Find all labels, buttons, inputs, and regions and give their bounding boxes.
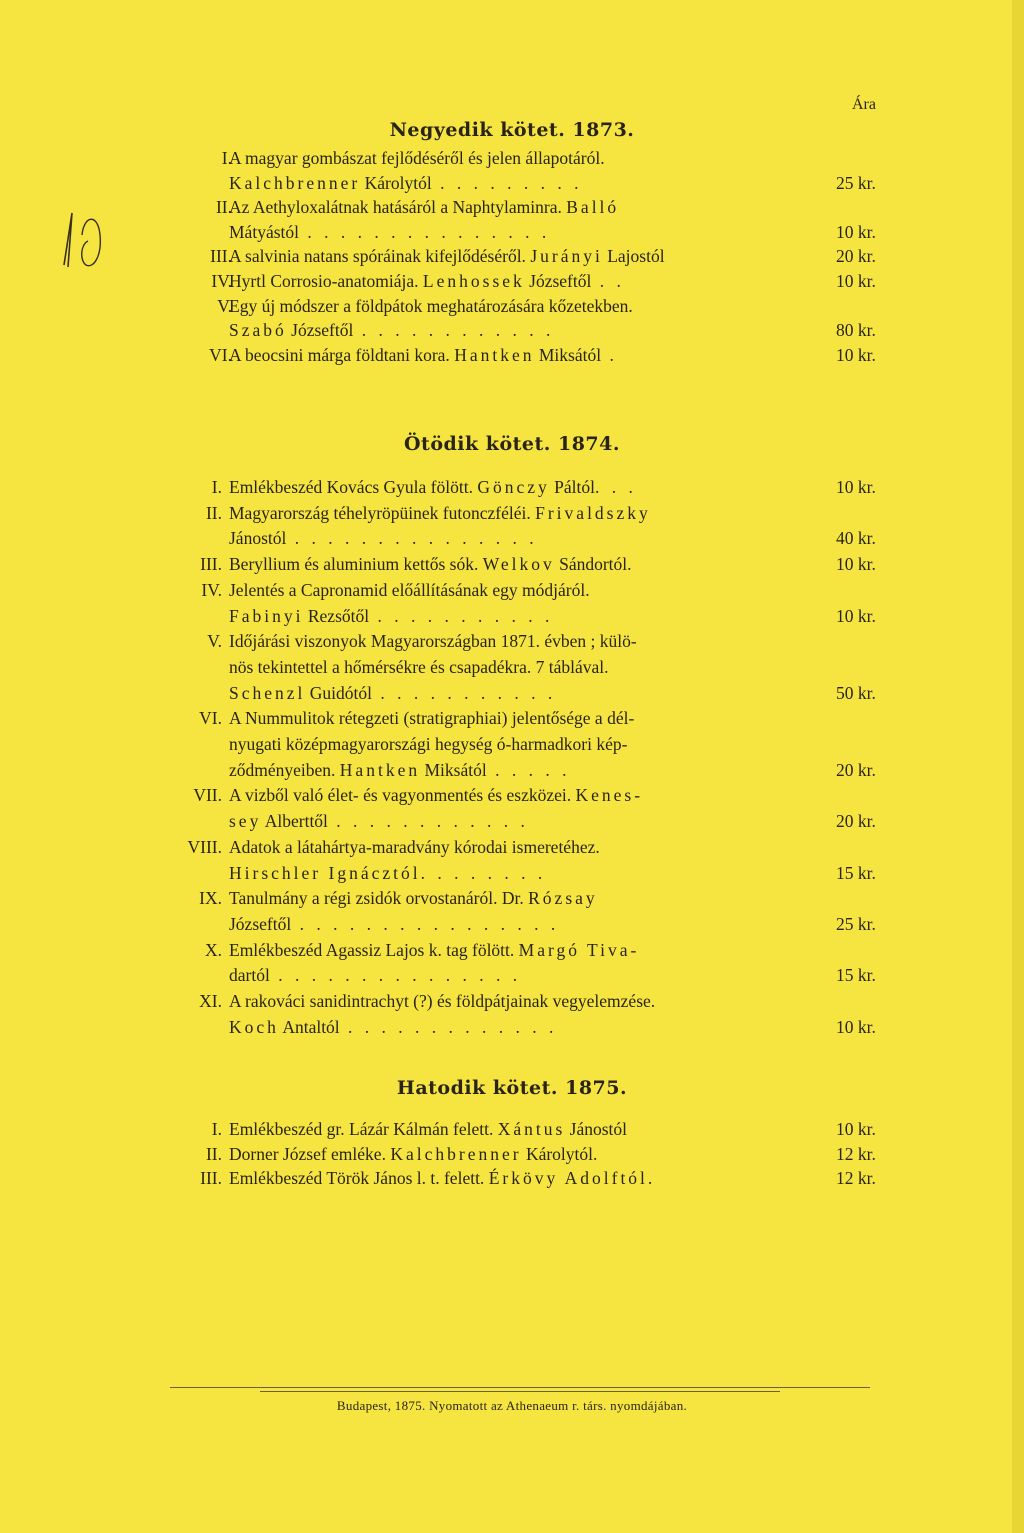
item-text — [229, 914, 769, 935]
list-item — [0, 1168, 1024, 1194]
item-author: Margó Tiva- — [518, 939, 640, 960]
item-text — [229, 631, 769, 652]
list-item — [0, 734, 1024, 760]
list-item — [0, 863, 1024, 889]
item-title: A beocsini márga földtani kora. — [229, 344, 455, 365]
price-column-header: Ára — [852, 96, 876, 113]
imprint-footer: Budapest, 1875. Nyomatott az Athenaeum r. társ. nyomdájában. — [336, 1398, 688, 1413]
item-author-rest: Miksától — [534, 344, 602, 365]
item-text — [229, 888, 769, 909]
list-item — [0, 760, 1024, 786]
item-number: II. — [215, 197, 232, 218]
list-item — [0, 991, 1024, 1017]
item-author: Welkov — [482, 554, 555, 575]
list-item — [0, 1144, 1024, 1170]
item-number: VII. — [193, 785, 222, 806]
item-number: VIII. — [187, 836, 222, 857]
item-number: I. — [211, 1119, 222, 1139]
list-item — [0, 631, 1024, 657]
item-price: 15 kr. — [836, 965, 876, 986]
item-title: ződményeiben. — [229, 759, 340, 780]
item-author: Kenes- — [575, 785, 644, 806]
item-title: nyugati középmagyarországi hegység ó-harmadkori kép- — [229, 734, 628, 754]
item-leader-dots: . . . — [595, 477, 637, 497]
item-author: Balló — [566, 197, 620, 218]
item-text — [229, 580, 769, 601]
item-author: Koch — [229, 1016, 279, 1037]
list-item — [0, 345, 1024, 371]
item-author: Kalchbrenner — [390, 1143, 522, 1164]
item-author-rest: Rezsőtől — [303, 605, 370, 626]
item-text — [229, 1017, 769, 1038]
item-title: Tanulmány a régi zsidók orvostanáról. Dr. — [229, 888, 529, 909]
item-title: Beryllium és aluminium kettős sók. — [229, 554, 483, 575]
list-item — [0, 657, 1024, 683]
list-item — [0, 296, 1024, 322]
item-text — [229, 246, 769, 267]
item-number: II. — [205, 1143, 222, 1164]
item-text — [229, 837, 769, 858]
list-item — [0, 1119, 1024, 1145]
list-item — [0, 477, 1024, 503]
item-text — [229, 708, 769, 729]
item-title: A salvinia natans spóráinak kifejlődéséről. — [229, 246, 531, 267]
item-price: 50 kr. — [836, 682, 876, 703]
item-text — [229, 271, 769, 292]
item-leader-dots: . . . . . . . . . . . . . . . — [299, 221, 551, 242]
item-leader-dots: . . . . . . . . . . . — [369, 605, 554, 626]
item-price: 10 kr. — [836, 271, 876, 291]
item-author: Rózsay — [528, 888, 598, 909]
item-author: Hantken — [339, 759, 421, 780]
item-author: Xántus — [497, 1119, 566, 1139]
item-title: Jelentés a Capronamid előállításának egy módjáról. — [229, 579, 590, 600]
item-title: Egy új módszer a földpátok meghatározására kőzetekben. — [229, 295, 633, 316]
item-title: A vizből való élet- és vagyonmentés és eszközei. — [229, 785, 576, 806]
item-price: 10 kr. — [836, 1119, 876, 1139]
item-author-rest: Jánostól — [565, 1119, 628, 1139]
item-author: sey — [229, 811, 262, 832]
list-item — [0, 811, 1024, 837]
item-title: Dorner József emléke. — [229, 1143, 391, 1164]
item-author-rest: Páltól — [549, 477, 595, 497]
item-text — [229, 222, 769, 243]
item-leader-dots: . . . . . . . . . . . . . . . . — [291, 913, 560, 934]
item-author: Kalchbrenner — [229, 172, 361, 193]
item-leader-dots: . . . . . . . . — [420, 862, 547, 883]
item-title: Adatok a látahártya-maradvány kórodai ismeretéhez. — [229, 836, 600, 857]
item-title: Jánostól — [229, 528, 287, 549]
list-item — [0, 197, 1024, 223]
list-item — [0, 965, 1024, 991]
item-author: Gönczy — [477, 477, 550, 497]
list-item — [0, 580, 1024, 606]
list-item — [0, 940, 1024, 966]
footer-rule — [170, 1387, 870, 1388]
item-author: Érkövy Adolftól. — [488, 1168, 656, 1188]
item-text — [229, 811, 769, 832]
item-text — [229, 503, 769, 524]
list-item — [0, 148, 1024, 174]
item-author: Fabinyi — [229, 605, 304, 626]
item-title: Emlékbeszéd Kovács Gyula fölött. — [229, 477, 478, 497]
item-leader-dots: . — [601, 344, 618, 365]
item-text — [229, 528, 769, 549]
item-text — [229, 1168, 769, 1189]
item-price: 15 kr. — [836, 862, 876, 883]
item-leader-dots: . . . . . . . . . . . . . — [339, 1016, 558, 1037]
item-number: VI. — [209, 344, 232, 365]
item-text — [229, 657, 769, 678]
item-number: V. — [207, 631, 222, 652]
item-title: A Nummulitok rétegzeti (stratigraphiai) jelentősége a dél- — [229, 708, 635, 729]
item-text — [229, 863, 769, 884]
item-text — [229, 785, 769, 806]
item-title: dartól — [229, 965, 270, 986]
list-item — [0, 173, 1024, 199]
item-title: Időjárási viszonyok Magyarországban 1871. évben ; külö- — [229, 631, 637, 652]
item-price: 10 kr. — [836, 605, 876, 626]
section-title: Hatodik kötet. 1875. — [396, 1077, 628, 1099]
list-item — [0, 503, 1024, 529]
item-author: Jurányi — [530, 246, 603, 267]
item-text — [229, 477, 769, 498]
list-item — [0, 320, 1024, 346]
list-item — [0, 1017, 1024, 1043]
item-text — [229, 197, 769, 218]
item-author-rest: Antaltól — [278, 1016, 340, 1037]
item-price: 12 kr. — [836, 1143, 876, 1164]
item-text — [229, 148, 769, 169]
item-price: 20 kr. — [836, 759, 876, 780]
item-author: Frivaldszky — [535, 502, 651, 523]
item-title: A rakováci sanidintrachyt (?) és földpátjainak vegyelemzése. — [229, 991, 656, 1011]
item-text — [229, 683, 769, 704]
section-title: Ötödik kötet. 1874. — [404, 433, 620, 455]
list-item — [0, 708, 1024, 734]
item-price: 40 kr. — [836, 528, 876, 549]
item-author: Hantken — [454, 344, 535, 365]
list-item — [0, 528, 1024, 554]
item-title: Magyarország téhelyröpüinek futonczféléi. — [229, 502, 536, 523]
item-author-rest: Józseftől — [286, 320, 354, 341]
item-number: IV. — [201, 579, 222, 600]
item-leader-dots: . . . . . . . . . — [431, 172, 583, 193]
item-text — [229, 760, 769, 781]
item-text — [229, 1119, 769, 1140]
item-author-rest: Lajostól — [602, 246, 665, 267]
item-leader-dots: . . — [591, 271, 625, 291]
item-price: 20 kr. — [836, 811, 876, 832]
item-title: Emlékbeszéd Török János l. t. felett. — [229, 1168, 489, 1188]
item-title: Hyrtl Corrosio-anatomiája. — [229, 271, 423, 291]
item-author-rest: Károlytól — [360, 172, 432, 193]
item-title: A magyar gombászat fejlődéséről és jelen állapotáról. — [229, 148, 605, 168]
section-title: Negyedik kötet. 1873. — [389, 119, 635, 141]
item-text — [229, 296, 769, 317]
item-leader-dots: . . . . . . . . . . . . . . . — [269, 965, 522, 986]
item-title: nös tekintettel a hőmérsékre és csapadékra. 7 táblával. — [229, 656, 609, 677]
item-title: Emlékbeszéd gr. Lázár Kálmán felett. — [229, 1119, 498, 1139]
item-number: IV. — [211, 271, 232, 291]
list-item — [0, 606, 1024, 632]
item-author: Lenhossek — [422, 271, 525, 291]
item-author-rest: Józseftől — [524, 271, 592, 291]
item-author: Hirschler Ignácztól — [229, 862, 421, 883]
list-item — [0, 554, 1024, 580]
item-number: II. — [205, 502, 222, 523]
item-price: 10 kr. — [836, 477, 876, 497]
list-item — [0, 246, 1024, 272]
item-leader-dots: . . . . . . . . . . . — [372, 682, 557, 703]
item-text — [229, 173, 769, 194]
item-number: I. — [211, 477, 222, 497]
item-leader-dots: . . . . . . . . . . . . . . . — [286, 528, 538, 549]
item-price: 12 kr. — [836, 1168, 876, 1188]
list-item — [0, 785, 1024, 811]
item-price: 10 kr. — [836, 344, 876, 365]
list-item — [0, 914, 1024, 940]
item-text — [229, 606, 769, 627]
item-author-rest: Guidótól — [305, 682, 373, 703]
item-author-rest: Miksától — [420, 759, 487, 780]
item-number: I. — [221, 148, 232, 168]
item-price: 25 kr. — [836, 172, 876, 193]
item-number: III. — [210, 246, 232, 267]
item-number: X. — [204, 939, 222, 960]
item-text — [229, 991, 769, 1012]
item-text — [229, 554, 769, 575]
item-price: 20 kr. — [836, 246, 876, 267]
item-author-rest: Sándortól. — [554, 554, 632, 575]
item-number: V. — [217, 295, 232, 316]
item-price: 10 kr. — [836, 1016, 876, 1037]
list-item — [0, 683, 1024, 709]
item-author: Schenzl — [229, 682, 306, 703]
item-number: IX. — [199, 888, 222, 909]
item-text — [229, 345, 769, 366]
item-number: VI. — [199, 708, 222, 729]
item-title: Az Aethyloxalátnak hatásáról a Naphtylaminra. — [229, 197, 567, 218]
item-title: Józseftől — [229, 913, 292, 934]
item-author-rest: Károlytól. — [521, 1143, 598, 1164]
item-leader-dots: . . . . . — [486, 759, 571, 780]
item-number: XI. — [199, 991, 222, 1011]
item-title: Emlékbeszéd Agassiz Lajos k. tag fölött. — [229, 939, 519, 960]
item-price: 80 kr. — [836, 320, 876, 341]
list-item — [0, 271, 1024, 297]
item-text — [229, 734, 769, 755]
item-text — [229, 965, 769, 986]
list-item — [0, 888, 1024, 914]
item-number: III. — [200, 1168, 222, 1188]
item-price: 10 kr. — [836, 554, 876, 575]
footer-rule — [260, 1391, 780, 1392]
list-item — [0, 837, 1024, 863]
item-author-rest: Alberttől — [261, 811, 328, 832]
item-text — [229, 940, 769, 961]
item-text — [229, 1144, 769, 1165]
item-author: Szabó — [229, 320, 287, 341]
item-leader-dots: . . . . . . . . . . . . — [353, 320, 555, 341]
item-text — [229, 320, 769, 341]
item-number: III. — [200, 554, 222, 575]
item-price: 10 kr. — [836, 221, 876, 242]
item-title: Mátyástól — [229, 221, 299, 242]
item-leader-dots: . . . . . . . . . . . . — [327, 811, 529, 832]
item-price: 25 kr. — [836, 913, 876, 934]
list-item — [0, 222, 1024, 248]
